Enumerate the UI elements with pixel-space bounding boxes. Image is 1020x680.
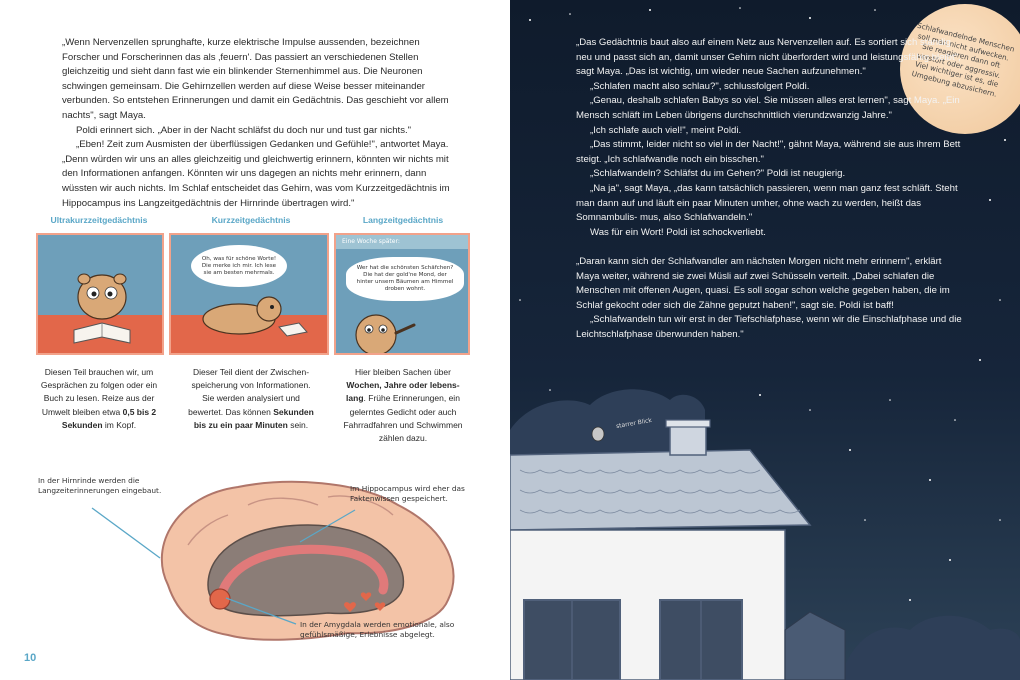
right-paragraph: „Schlafwandeln? Schläfst du im Gehen?" Poldi ist neugierig. (590, 168, 846, 180)
hamster-reciting-illustration (336, 235, 470, 355)
col-text-ultrakurz (34, 366, 164, 432)
note-amygdala: In der Amygdala werden emotionale, also gefühlsmäßige, Erlebnisse abgelegt. (300, 620, 455, 639)
right-paragraph: „Na ja", sagt Maya, „das kann tatsächlich passieren, wenn man ganz fest schläft. Steht man dann auf und läuft ein paar Minuten umher, ohne wach zu werden, heißt das Somnambulis- mus, also Schlafwandeln." (576, 182, 958, 224)
column-text-part: Hier bleiben Sachen über (355, 367, 451, 377)
panel-caption: Eine Woche später: (336, 235, 468, 249)
note-hippocampus: Im Hippocampus wird eher das Faktenwissen gespeichert. (350, 484, 465, 503)
right-page-text (576, 36, 966, 342)
left-paragraph: Poldi erinnert sich. „Aber in der Nacht schläfst du doch nur und tust gar nichts." (76, 124, 412, 136)
right-paragraph: „Ich schlafe auch viel!", meint Poldi. (590, 124, 742, 136)
right-paragraph: „Daran kann sich der Schlafwandler am nächsten Morgen nicht mehr erinnern", erklärt Maya weiter, während sie zwei Müsli auf zwei Schüsseln verteilt. „Dabei schlafen die Menschen mit offenen Augen, quasi. Es soll sogar schon welche gegeben haben, die im Schlaf gekocht oder sich die Zähne geputzt haben!", sagt sie. Poldi ist baff! (576, 255, 950, 311)
col-text-lang (338, 366, 468, 445)
column-text-part: . Frühe Erinnerungen, ein gelerntes Gedicht oder auch Fahrradfahren und Schwimmen zählen dazu. (343, 393, 463, 444)
left-paragraph: „Eben! Zeit zum Ausmisten der überflüssigen Gedanken und Gefühle!", antwortet Maya. „Denn würden wir uns an alles gleichzeitig und gleichwertig erinnern, könnten wir nichts mit den Informationen anfangen. Könnten wir uns dagegen an nichts mehr erinnern, dann wüssten wir auch nichts. Im Schlaf entscheidet das Gehirn, was vom Kurzzeitgedächtnis im Hippocampus ins Langzeitgedächtnis der Hirnrinde übertragen wird." (62, 139, 450, 209)
column-text-part: im Kopf. (102, 419, 137, 430)
column-text-part: Diesen Teil brauchen wir, um Gesprächen zu folgen oder ein Buch zu lesen. Reize aus der Umwelt bleiben etwa (40, 367, 158, 417)
comic-panel-recalling (334, 233, 470, 355)
page-number: 10 (24, 652, 37, 664)
moon-note: Schlafwandelnde Menschen soll man nicht aufwecken. Sie reagieren dann oft verstört oder aggressiv. Viel wichtiger ist es, die Umgebung abzusichern. (910, 20, 1016, 99)
column-text-part: Dieser Teil dient der Zwischen- speicherung von Informationen. Sie werden analysiert und bewertet. Das können (188, 367, 311, 417)
comic-panel-reading (36, 233, 164, 355)
right-paragraph: „Schlafwandeln tun wir erst in der Tiefschlafphase, wenn wir die Einschlafphase und die Leichtschlafphase überwunden haben." (576, 314, 962, 340)
note-cortex: In der Hirnrinde werden die Langzeiterinnerungen eingebaut. (38, 476, 162, 495)
col-text-kurz (186, 366, 316, 432)
col-title-lang: Langzeitgedächtnis (362, 215, 444, 225)
right-paragraph: „Das stimmt, leider nicht so viel in der Nacht!", gähnt Maya, während sie aus ihrem Bett steigt. „Ich schlafwandle noch ein bisschen." (576, 139, 961, 165)
col-title-ultrakurz: Ultrakurzzeitgedächtnis (50, 215, 148, 225)
hamster-reading-illustration (38, 235, 164, 355)
speech-bubble-poem: Wer hat die schönsten Schäfchen? Die hat der gold'ne Mond, der hinter unsern Bäumen am Himmel droben wohnt. (346, 257, 464, 301)
speech-bubble-memorize: Oh, was für schöne Worte! Die merke ich mir. Ich lese sie am besten mehrmals. (191, 245, 287, 287)
left-paragraph: „Wenn Nervenzellen sprunghafte, kurze elektrische Impulse aussenden, bezeichnen Forscher und Forscherinnen das als ‚feuern'. Das passiert an verschiedenen Stellen gleichzeitig und sieht dann fast wie ein blinkender Sternenhimmel aus. Die Neuronen schwingen gemeinsam. Die Gehirnzellen werden auf diese Weise besser miteinander verbunden. So entstehen Erinnerungen und damit ein Gedächtnis. Das geschieht vor allem nachts", sagt Maya. (62, 37, 449, 121)
right-paragraph: Was für ein Wort! Poldi ist schockverliebt. (590, 226, 766, 238)
hamster-lying-illustration (171, 235, 329, 355)
comic-panel-memorizing (169, 233, 329, 355)
left-page-text (62, 36, 452, 211)
gaze-label: starrer Blick (615, 416, 653, 431)
col-title-kurz: Kurzzeitgedächtnis (211, 215, 291, 225)
column-text-part: Sekunden bis zu ein paar Minuten (193, 406, 314, 430)
column-text-part: 0,5 bis 2 Sekunden (61, 406, 157, 430)
right-paragraph: „Das Gedächtnis baut also auf einem Netz aus Nervenzellen auf. Es sortiert sich ständig neu und passt sich an, damit unser Gehirn nicht überfordert wird und leistungsfähig bleibt", sagt Maya. „Das ist wichtig, um wieder neue Sachen aufzunehmen." (576, 37, 961, 78)
column-text-part: Wochen, Jahre oder lebens- lang (346, 380, 460, 404)
right-page (510, 0, 1020, 680)
right-paragraph: „Schlafen macht also schlau?", schlussfolgert Poldi. (590, 80, 810, 92)
right-paragraph: „Genau, deshalb schlafen Babys so viel. Sie müssen alles erst lernen", sagt Maya. „Ein Mensch schläft im Leben übrigens durchschnittlich vierundzwanzig Jahre." (576, 95, 960, 121)
column-text-part: sein. (287, 419, 309, 430)
